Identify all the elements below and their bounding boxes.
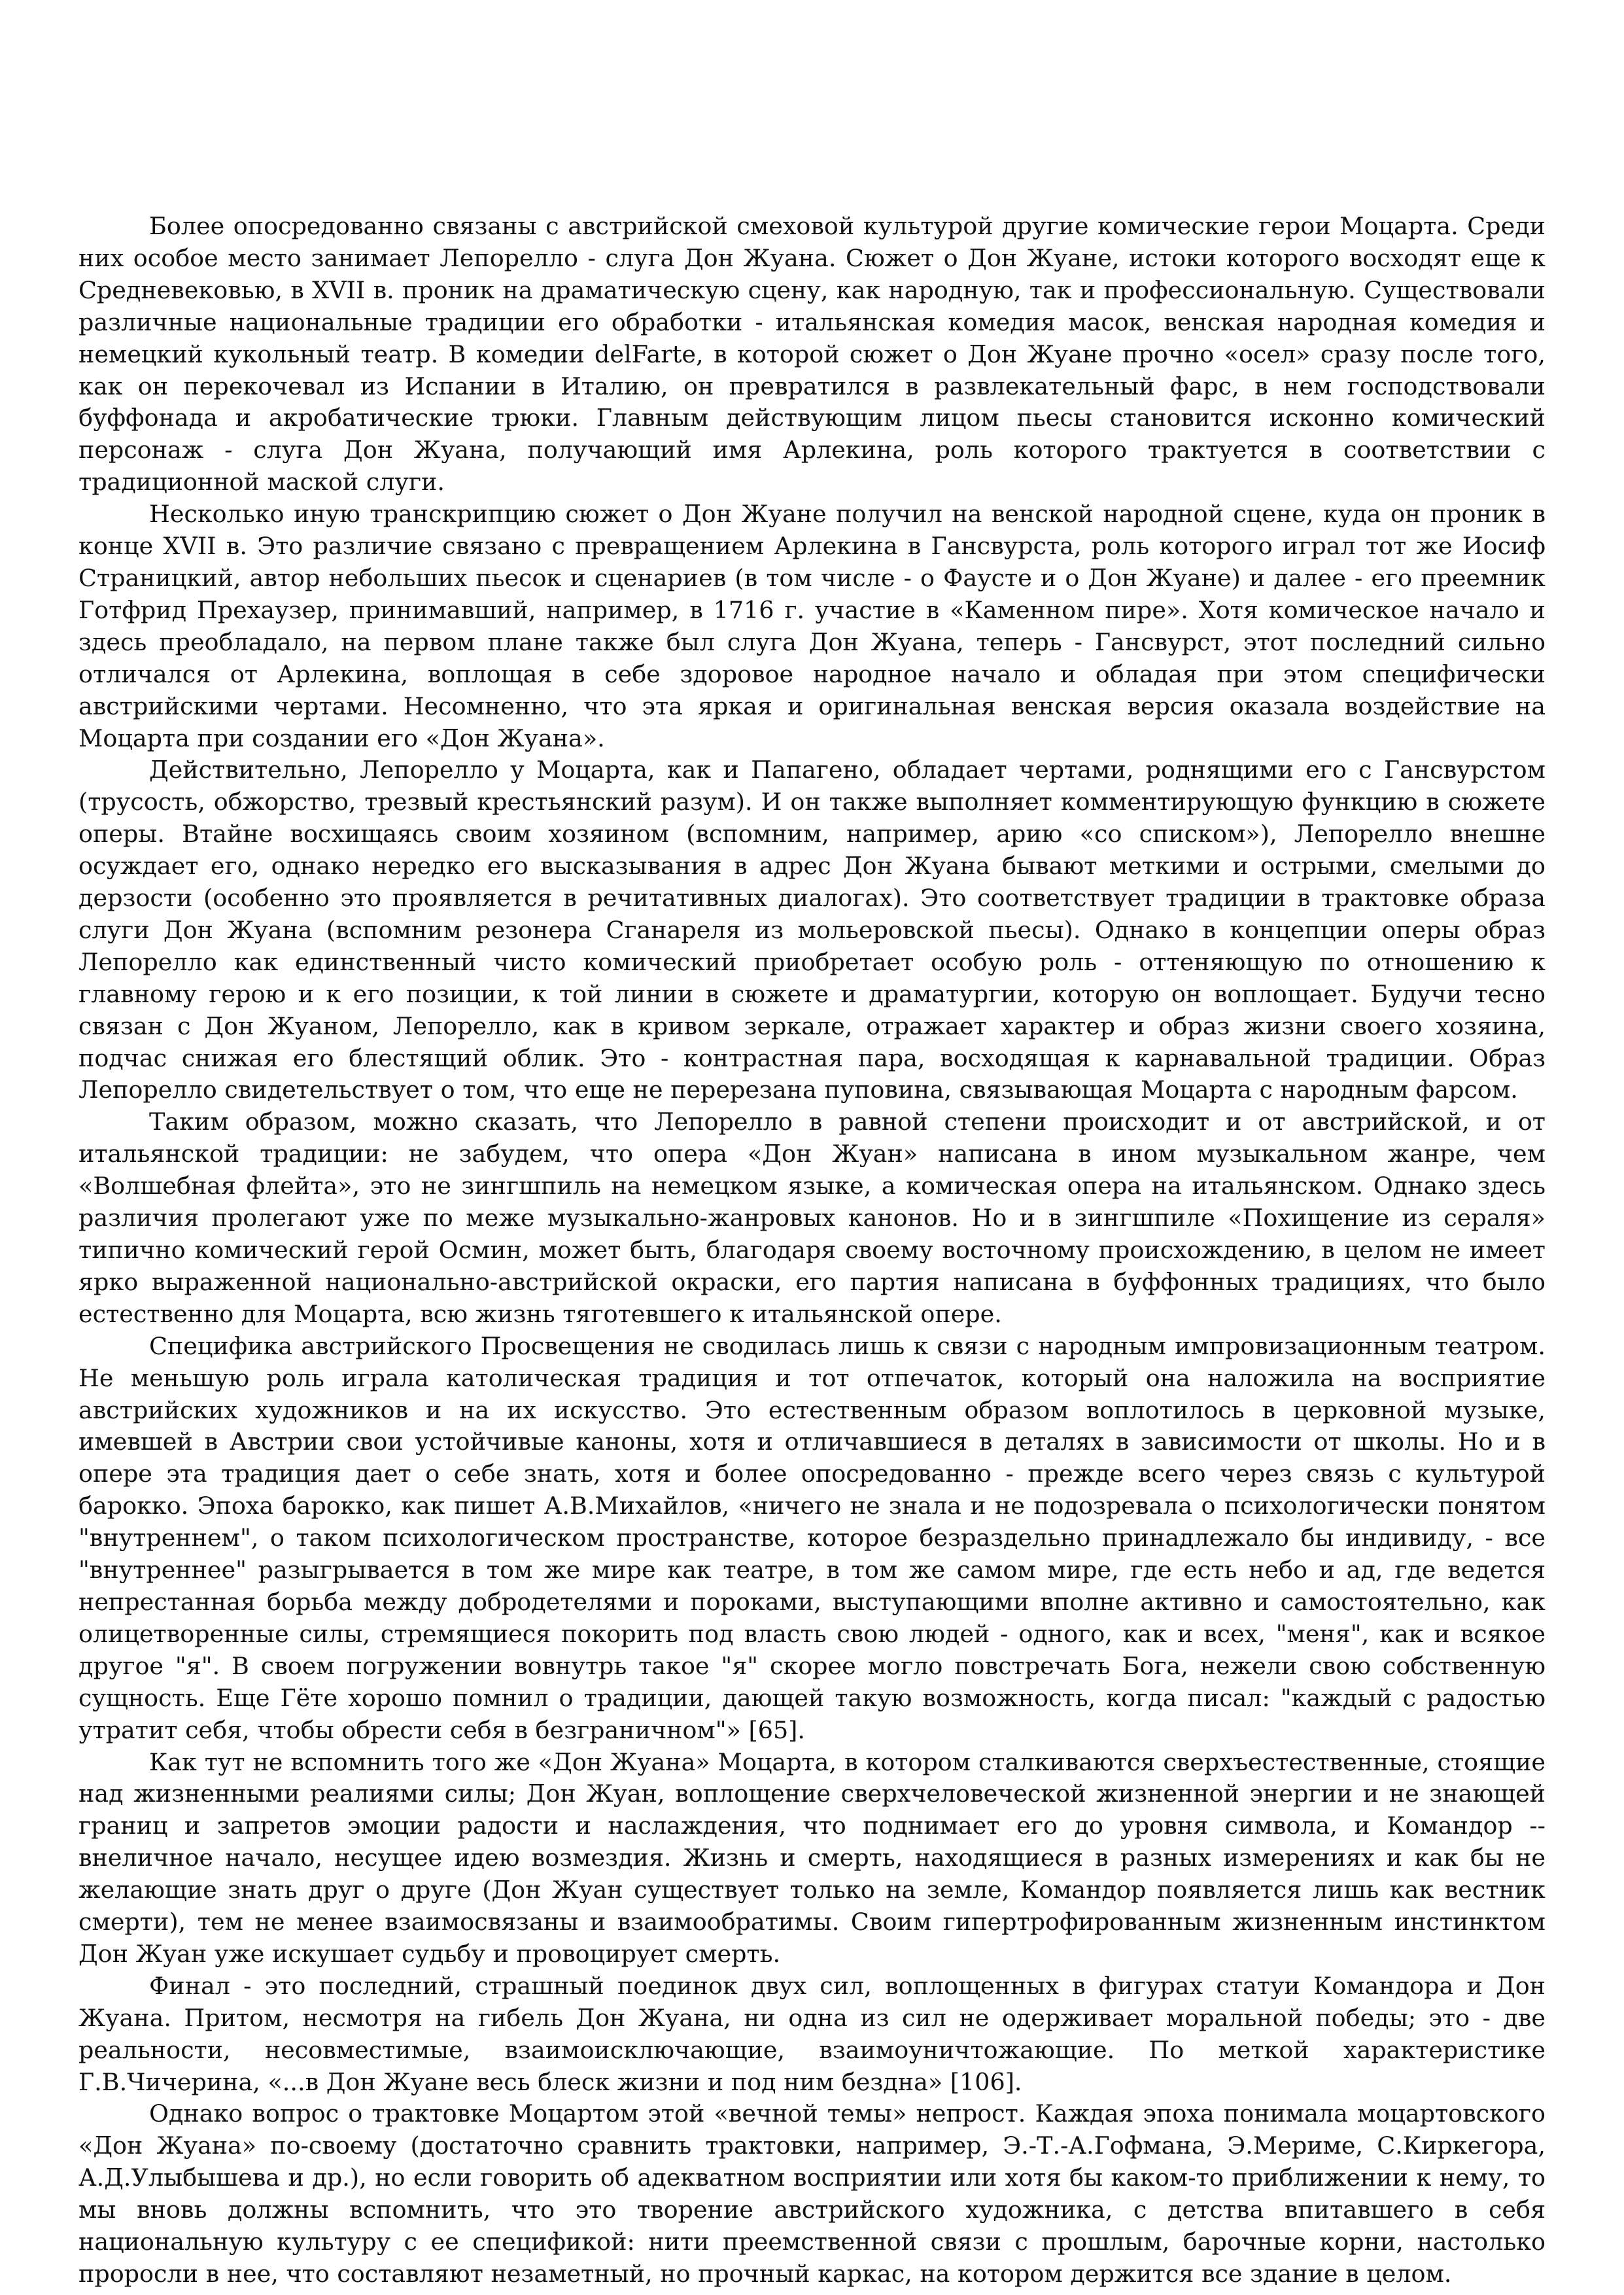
paragraph-7: Финал - это последний, страшный поединок двух сил, воплощенных в фигурах статуи Командора и Дон Жуана. Притом, несмотря на гибель Дон Жуана, ни одна из сил не одерживает моральной победы; это - две реальности, несовместимые, взаимоисключающие, взаимоуничтожающие. По меткой характеристике Г.В.Чичерина, «...в Дон Жуане весь блеск жизни и под ним бездна» [106].: [78, 1971, 1546, 2096]
paragraph-2: Несколько иную транскрипцию сюжет о Дон Жуане получил на венской народной сцене, куда он проник в конце XVII в. Это различие связано с превращением Арлекина в Гансвурста, роль которого играл тот же Иосиф Страницкий, автор небольших пьесок и сценариев (в том числе - о Фаусте и о Дон Жуане) и далее - его преемник Готфрид Прехаузер, принимавший, например, в 1716 г. участие в «Каменном пире». Хотя комическое начало и здесь преобладало, на первом плане также был слуга Дон Жуана, теперь - Гансвурст, этот последний сильно отличался от Арлекина, воплощая в себе здоровое народное начало и обладая при этом специфически австрийскими чертами. Несомненно, что эта яркая и оригинальная венская версия оказала воздействие на Моцарта при создании его «Дон Жуана».: [78, 500, 1546, 752]
paragraph-8: Однако вопрос о трактовке Моцартом этой «вечной темы» непрост. Каждая эпоха понимала моцартовского «Дон Жуана» по-своему (достаточно сравнить трактовки, например, Э.-Т.-А.Гофмана, Э.Мериме, С.Киркегора, А.Д.Улыбышева и др.), но если говорить об адекватном восприятии или хотя бы каком-то приближении к нему, то мы вновь должны вспомнить, что это творение австрийского художника, с детства впитавшего в себя национальную культуру с ее спецификой: нити преемственной связи с прошлым, барочные корни, настолько проросли в нее, что составляют незаметный, но прочный каркас, на котором держится все здание в целом.: [78, 2099, 1546, 2288]
paragraph-5: Специфика австрийского Просвещения не сводилась лишь к связи с народным импровизационным театром. Не меньшую роль играла католическая традиция и тот отпечаток, который она наложила на восприятие австрийских художников и на их искусство. Это естественным образом воплотилось в церковной музыке, имевшей в Австрии свои устойчивые каноны, хотя и отличавшиеся в деталях в зависимости от школы. Но и в опере эта традиция дает о себе знать, хотя и более опосредованно - прежде всего через связь с культурой барокко. Эпоха барокко, как пишет А.В.Михайлов, «ничего не знала и не подозревала о психологически понятом "внутреннем", о таком психологическом пространстве, которое безраздельно принадлежало бы индивиду, - все "внутреннее" разыгрывается в том же мире как театре, в том же самом мире, где есть небо и ад, где ведется непрестанная борьба между добродетелями и пороками, выступающими вполне активно и самостоятельно, как олицетворенные силы, стремящиеся покорить под власть свою людей - одного, как и всех, "меня", как и всякое другое "я". В своем погружении вовнутрь такое "я" скорее могло повстречать Бога, нежели свою собственную сущность. Еще Гёте хорошо помнил о традиции, дающей такую возможность, когда писал: "каждый с радостью утратит себя, чтобы обрести себя в безграничном"» [65].: [78, 1331, 1546, 1744]
paragraph-6: Как тут не вспомнить того же «Дон Жуана» Моцарта, в котором сталкиваются сверхъестественные, стоящие над жизненными реалиями силы; Дон Жуан, воплощение сверхчеловеческой жизненной энергии и не знающей границ и запретов эмоции радости и наслаждения, что поднимает его до уровня символа, и Командор -- внеличное начало, несущее идею возмездия. Жизнь и смерть, находящиеся в разных измерениях и как бы не желающие знать друг о друге (Дон Жуан существует только на земле, Командор появляется лишь как вестник смерти), тем не менее взаимосвязаны и взаимообратимы. Своим гипертрофированным жизненным инстинктом Дон Жуан уже искушает судьбу и провоцирует смерть.: [78, 1747, 1546, 1968]
paragraph-1: Более опосредованно связаны с австрийской смеховой культурой другие комические герои Моцарта. Среди них особое место занимает Лепорелло - слуга Дон Жуана. Сюжет о Дон Жуане, истоки которого восходят еще к Средневековью, в XVII в. проник на драматическую сцену, как народную, так и профессиональную. Существовали различные национальные традиции его обработки - итальянская комедия масок, венская народная комедия и немецкий кукольный театр. В комедии delFarte, в которой сюжет о Дон Жуане прочно «осел» сразу после того, как он перекочевал из Испании в Италию, он превратился в развлекательный фарс, в нем господствовали буффонада и акробатические трюки. Главным действующим лицом пьесы становится исконно комический персонаж - слуга Дон Жуана, получающий имя Арлекина, роль которого трактуется в соответствии с традиционной маской слуги.: [78, 212, 1546, 497]
paragraph-4: Таким образом, можно сказать, что Лепорелло в равной степени происходит и от австрийской, и от итальянской традиции: не забудем, что опера «Дон Жуан» написана в ином музыкальном жанре, чем «Волшебная флейта», это не зингшпиль на немецком языке, а комическая опера на итальянском. Однако здесь различия пролегают уже по меже музыкально-жанровых канонов. Но и в зингшпиле «Похищение из сераля» типично комический герой Осмин, может быть, благодаря своему восточному происхождению, в целом не имеет ярко выраженной национально-австрийской окраски, его партия написана в буффонных традициях, что было естественно для Моцарта, всю жизнь тяготевшего к итальянской опере.: [78, 1108, 1546, 1328]
paragraph-3: Действительно, Лепорелло у Моцарта, как и Папагено, обладает чертами, роднящими его с Гансвурстом (трусость, обжорство, трезвый крестьянский разум). И он также выполняет комментирующую функцию в сюжете оперы. Втайне восхищаясь своим хозяином (вспомним, например, арию «со списком»), Лепорелло внешне осуждает его, однако нередко его высказывания в адрес Дон Жуана бывают меткими и острыми, смелыми до дерзости (особенно это проявляется в речитативных диалогах). Это соответствует традиции в трактовке образа слуги Дон Жуана (вспомним резонера Сганареля из мольеровской пьесы). Однако в концепции оперы образ Лепорелло как единственный чисто комический приобретает особую роль - оттеняющую по отношению к главному герою и к его позиции, к той линии в сюжете и драматургии, которую он воплощает. Будучи тесно связан с Дон Жуаном, Лепорелло, как в кривом зеркале, отражает характер и образ жизни своего хозяина, подчас снижая его блестящий облик. Это - контрастная пара, восходящая к карнавальной традиции. Образ Лепорелло свидетельствует о том, что еще не перерезана пуповина, связывающая Моцарта с народным фарсом.: [78, 756, 1546, 1104]
document-page: [78, 211, 1546, 2290]
